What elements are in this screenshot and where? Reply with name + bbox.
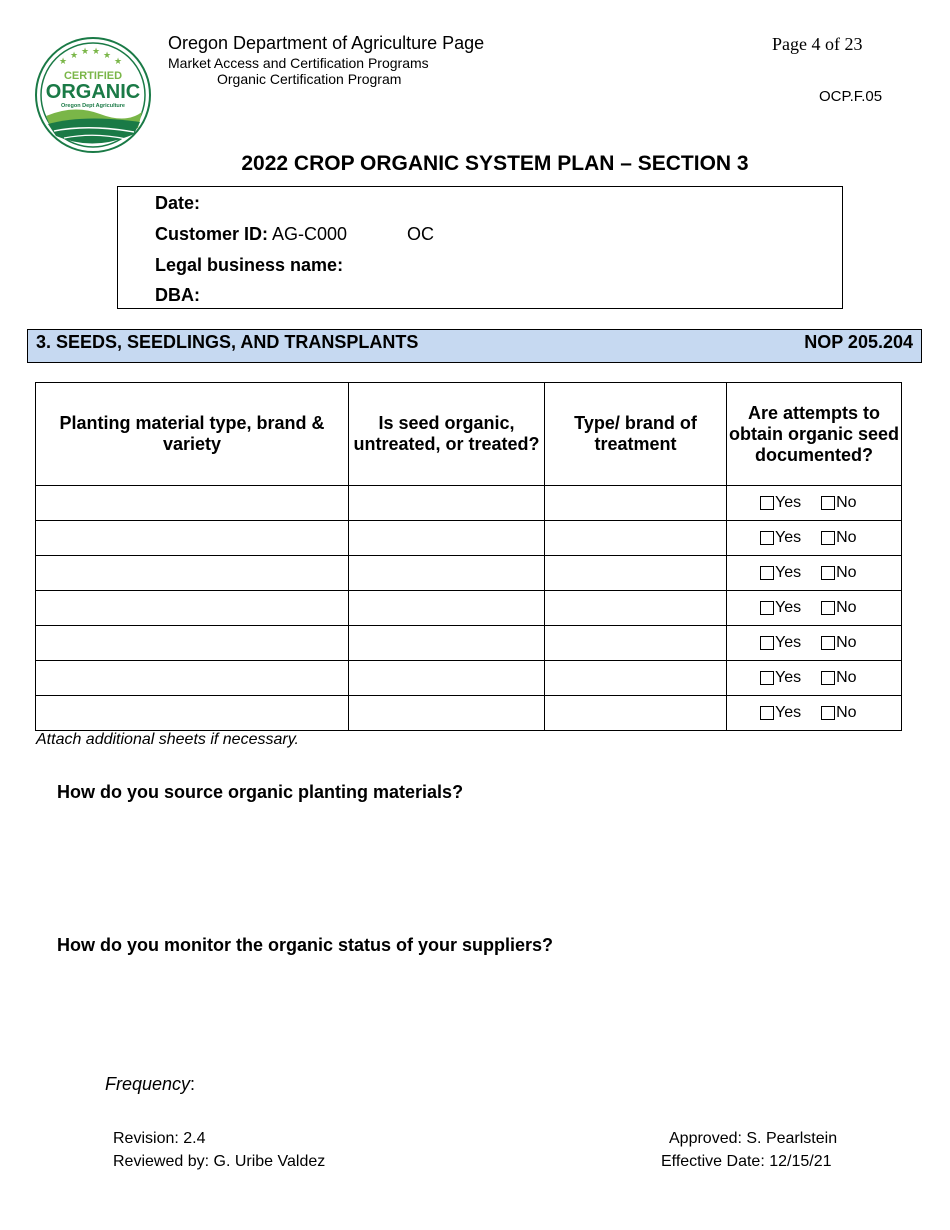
no-option[interactable]	[821, 634, 856, 652]
yes-checkbox[interactable]	[760, 496, 774, 510]
frequency-label: Frequency	[105, 1074, 191, 1094]
logo-top-text: CERTIFIED	[63, 70, 123, 82]
no-checkbox[interactable]	[821, 566, 835, 580]
yes-option[interactable]	[760, 494, 801, 512]
no-checkbox[interactable]	[821, 496, 835, 510]
table-row	[36, 696, 902, 731]
certified-organic-logo	[34, 36, 152, 154]
agency-title: Oregon Department of Agriculture Page	[168, 33, 485, 53]
footer-revision: Revision: 2.4	[113, 1130, 206, 1147]
question-monitor: How do you monitor the organic status of your suppliers?	[57, 935, 554, 955]
no-label: No	[836, 669, 857, 686]
yes-label: Yes	[775, 704, 802, 721]
planting-material-cell[interactable]	[36, 696, 349, 731]
table-row	[36, 521, 902, 556]
seed-status-cell[interactable]	[349, 486, 545, 521]
no-checkbox[interactable]	[821, 636, 835, 650]
program-name: Organic Certification Program	[217, 71, 402, 87]
no-label: No	[836, 634, 857, 651]
table-header-row	[36, 383, 902, 486]
dba-label: DBA:	[155, 285, 200, 305]
yes-label: Yes	[775, 494, 802, 511]
documented-cell	[727, 591, 902, 626]
yes-label: Yes	[775, 669, 802, 686]
seed-status-cell[interactable]	[349, 696, 545, 731]
documented-cell	[727, 486, 902, 521]
footer-reviewed-by: Reviewed by: G. Uribe Valdez	[113, 1153, 326, 1170]
planting-material-cell[interactable]	[36, 661, 349, 696]
yes-option[interactable]	[760, 704, 801, 722]
customer-info-box	[117, 186, 843, 309]
page-number: Page 4 of 23	[772, 34, 863, 54]
header-treatment: Type/ brand of treatment	[545, 383, 727, 486]
seed-status-cell[interactable]	[349, 521, 545, 556]
question-source: How do you source organic planting materials?	[57, 782, 464, 802]
legal-name-field[interactable]	[155, 255, 343, 276]
customer-id-value: AG-C000	[272, 224, 348, 244]
documented-cell	[727, 661, 902, 696]
legal-name-label: Legal business name:	[155, 255, 344, 275]
dba-field[interactable]	[155, 285, 200, 306]
documented-cell	[727, 556, 902, 591]
planting-material-cell[interactable]	[36, 521, 349, 556]
document-title: 2022 CROP ORGANIC SYSTEM PLAN – SECTION 3	[241, 152, 749, 175]
yes-checkbox[interactable]	[760, 636, 774, 650]
section-header	[27, 329, 922, 363]
seed-status-cell[interactable]	[349, 556, 545, 591]
no-checkbox[interactable]	[821, 706, 835, 720]
table-row	[36, 661, 902, 696]
seed-status-cell[interactable]	[349, 626, 545, 661]
no-label: No	[836, 494, 857, 511]
treatment-cell[interactable]	[545, 486, 727, 521]
treatment-cell[interactable]	[545, 591, 727, 626]
yes-option[interactable]	[760, 669, 801, 687]
treatment-cell[interactable]	[545, 626, 727, 661]
svg-text:★: ★	[103, 51, 112, 61]
no-checkbox[interactable]	[821, 601, 835, 615]
svg-text:★: ★	[70, 51, 79, 61]
footer-effective-date: Effective Date: 12/15/21	[661, 1153, 832, 1170]
header-seed-status: Is seed organic, untreated, or treated?	[349, 383, 545, 486]
planting-material-cell[interactable]	[36, 591, 349, 626]
svg-text:★: ★	[59, 57, 68, 67]
footer-approved: Approved: S. Pearlstein	[669, 1130, 838, 1147]
treatment-cell[interactable]	[545, 661, 727, 696]
section-reference: NOP 205.204	[804, 332, 913, 352]
no-option[interactable]	[821, 599, 856, 617]
yes-label: Yes	[775, 529, 802, 546]
no-checkbox[interactable]	[821, 531, 835, 545]
table-row	[36, 486, 902, 521]
frequency-field[interactable]	[105, 1074, 195, 1095]
no-label: No	[836, 704, 857, 721]
documented-cell	[727, 626, 902, 661]
no-option[interactable]	[821, 669, 856, 687]
agency-subtitle: Market Access and Certification Programs	[168, 55, 429, 71]
no-label: No	[836, 529, 857, 546]
seed-status-cell[interactable]	[349, 661, 545, 696]
yes-label: Yes	[775, 599, 802, 616]
frequency-colon: :	[190, 1074, 196, 1094]
table-row	[36, 626, 902, 661]
yes-checkbox[interactable]	[760, 566, 774, 580]
no-option[interactable]	[821, 494, 856, 512]
yes-label: Yes	[775, 634, 802, 651]
date-field[interactable]	[155, 193, 200, 214]
yes-label: Yes	[775, 564, 802, 581]
planting-material-cell[interactable]	[36, 486, 349, 521]
treatment-cell[interactable]	[545, 521, 727, 556]
customer-id-field[interactable]	[155, 224, 347, 245]
no-option[interactable]	[821, 704, 856, 722]
header-attempts-documented: Are attempts to obtain organic seed documented?	[727, 383, 902, 486]
planting-material-cell[interactable]	[36, 556, 349, 591]
no-checkbox[interactable]	[821, 671, 835, 685]
yes-checkbox[interactable]	[760, 531, 774, 545]
documented-cell	[727, 696, 902, 731]
treatment-cell[interactable]	[545, 696, 727, 731]
yes-option[interactable]	[760, 529, 801, 547]
yes-checkbox[interactable]	[760, 601, 774, 615]
logo-main-text: ORGANIC	[45, 81, 141, 103]
seeds-table	[35, 382, 902, 731]
no-option[interactable]	[821, 564, 856, 582]
svg-text:★: ★	[92, 47, 101, 57]
treatment-cell[interactable]	[545, 556, 727, 591]
no-label: No	[836, 564, 857, 581]
logo-sub-text: Oregon Dept Agriculture	[61, 103, 125, 109]
table-row	[36, 591, 902, 626]
planting-material-cell[interactable]	[36, 626, 349, 661]
form-code: OCP.F.05	[819, 88, 883, 105]
yes-option[interactable]	[760, 564, 801, 582]
no-label: No	[836, 599, 857, 616]
svg-text:★: ★	[114, 57, 123, 67]
section-title: 3. SEEDS, SEEDLINGS, AND TRANSPLANTS	[36, 332, 419, 352]
yes-option[interactable]	[760, 634, 801, 652]
attach-note: Attach additional sheets if necessary.	[36, 731, 299, 748]
header-planting-material: Planting material type, brand & variety	[36, 383, 349, 486]
customer-id-suffix: OC	[407, 224, 434, 244]
seed-status-cell[interactable]	[349, 591, 545, 626]
svg-text:★: ★	[81, 47, 90, 57]
yes-checkbox[interactable]	[760, 671, 774, 685]
documented-cell	[727, 521, 902, 556]
yes-option[interactable]	[760, 599, 801, 617]
no-option[interactable]	[821, 529, 856, 547]
date-label: Date:	[155, 193, 201, 213]
table-row	[36, 556, 902, 591]
customer-id-label: Customer ID:	[155, 224, 269, 244]
yes-checkbox[interactable]	[760, 706, 774, 720]
